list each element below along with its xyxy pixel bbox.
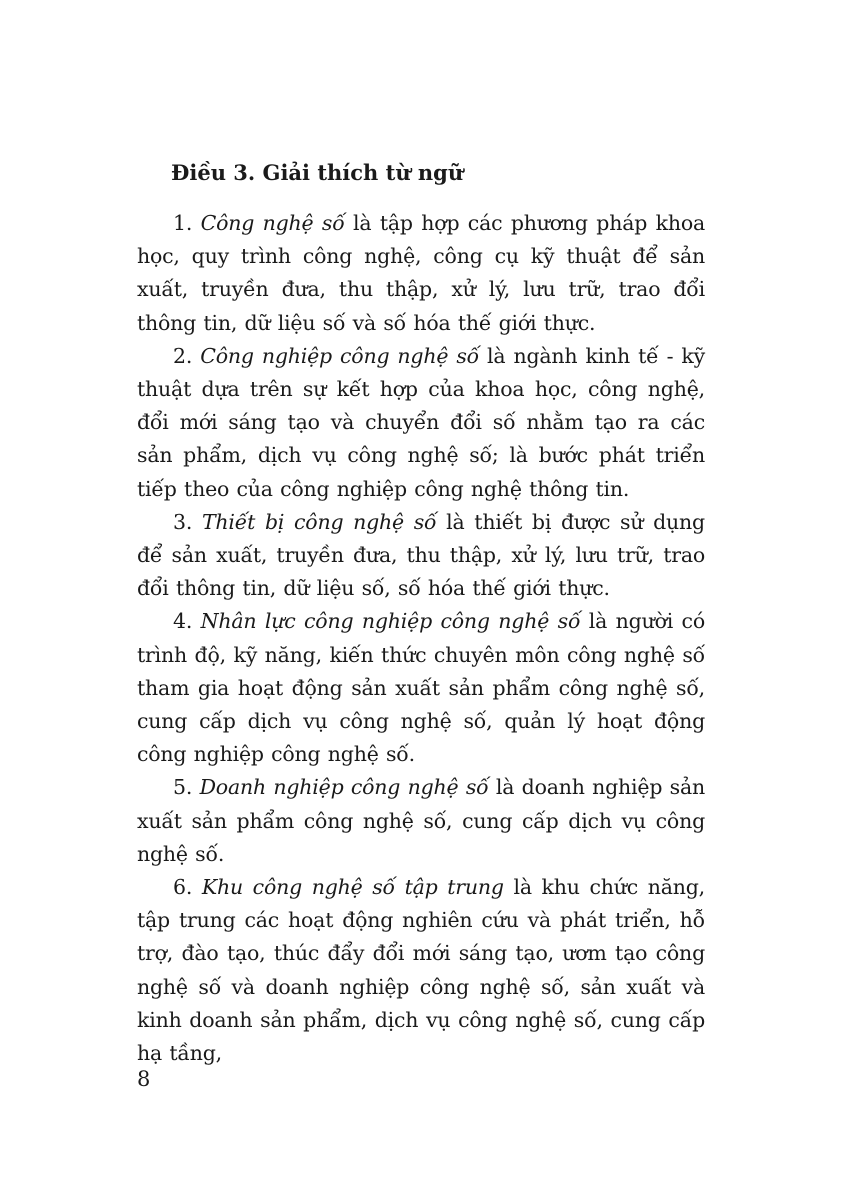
definition-item-2 <box>137 340 705 506</box>
definition-text: là khu chức năng, tập trung các hoạt động nghiên cứu và phát triển, hỗ trợ, đào tạo, thúc đẩy đổi mới sáng tạo, ươm tạo công nghệ số và doanh nghiệp công nghệ số, sản xuất và kinh doanh sản phẩm, dịch vụ công nghệ số, cung cấp hạ tầng, <box>137 875 705 1066</box>
definition-text: là doanh nghiệp sản xuất sản phẩm công nghệ số, cung cấp dịch vụ công nghệ số. <box>137 775 705 866</box>
definition-text: là tập hợp các phương pháp khoa học, quy trình công nghệ, công cụ kỹ thuật để sản xuất, truyền đưa, thu thập, xử lý, lưu trữ, trao đổi thông tin, dữ liệu số và số hóa thế giới thực. <box>137 211 705 335</box>
item-number: 5. <box>173 775 193 800</box>
item-number: 4. <box>173 609 193 634</box>
defined-term: Công nghiệp công nghệ số <box>200 343 479 368</box>
item-number: 6. <box>173 875 193 900</box>
defined-term: Công nghệ số <box>200 211 345 235</box>
defined-term: Khu công nghệ số tập trung <box>201 875 504 900</box>
definition-text: là thiết bị được sử dụng để sản xuất, truyền đưa, thu thập, xử lý, lưu trữ, trao đổi thông tin, dữ liệu số, số hóa thế giới thực. <box>137 509 705 601</box>
definition-item-1 <box>137 207 705 340</box>
page-number: 8 <box>137 1067 151 1091</box>
definition-item-3 <box>137 506 705 606</box>
defined-term: Nhân lực công nghiệp công nghệ số <box>200 609 581 634</box>
definition-text: là ngành kinh tế - kỹ thuật dựa trên sự kết hợp của khoa học, công nghệ, đổi mới sáng tạo và chuyển đổi số nhằm tạo ra các sản phẩm, dịch vụ công nghệ số; là bước phát triển tiếp theo của công nghiệp công nghệ thông tin. <box>137 343 705 501</box>
item-number: 1. <box>173 211 193 235</box>
definition-text: là người có trình độ, kỹ năng, kiến thức chuyên môn công nghệ số tham gia hoạt động sản xuất sản phẩm công nghệ số, cung cấp dịch vụ công nghệ số, quản lý hoạt động công nghiệp công nghệ số. <box>137 609 705 767</box>
article-heading: Điều 3. Giải thích từ ngữ <box>171 160 464 185</box>
definition-item-6 <box>137 871 705 1070</box>
item-number: 2. <box>173 343 193 368</box>
definition-item-4 <box>137 605 705 771</box>
document-page <box>137 153 705 1070</box>
definition-item-5 <box>137 771 705 871</box>
defined-term: Doanh nghiệp công nghệ số <box>199 775 489 800</box>
item-number: 3. <box>173 509 193 534</box>
defined-term: Thiết bị công nghệ số <box>201 509 437 534</box>
